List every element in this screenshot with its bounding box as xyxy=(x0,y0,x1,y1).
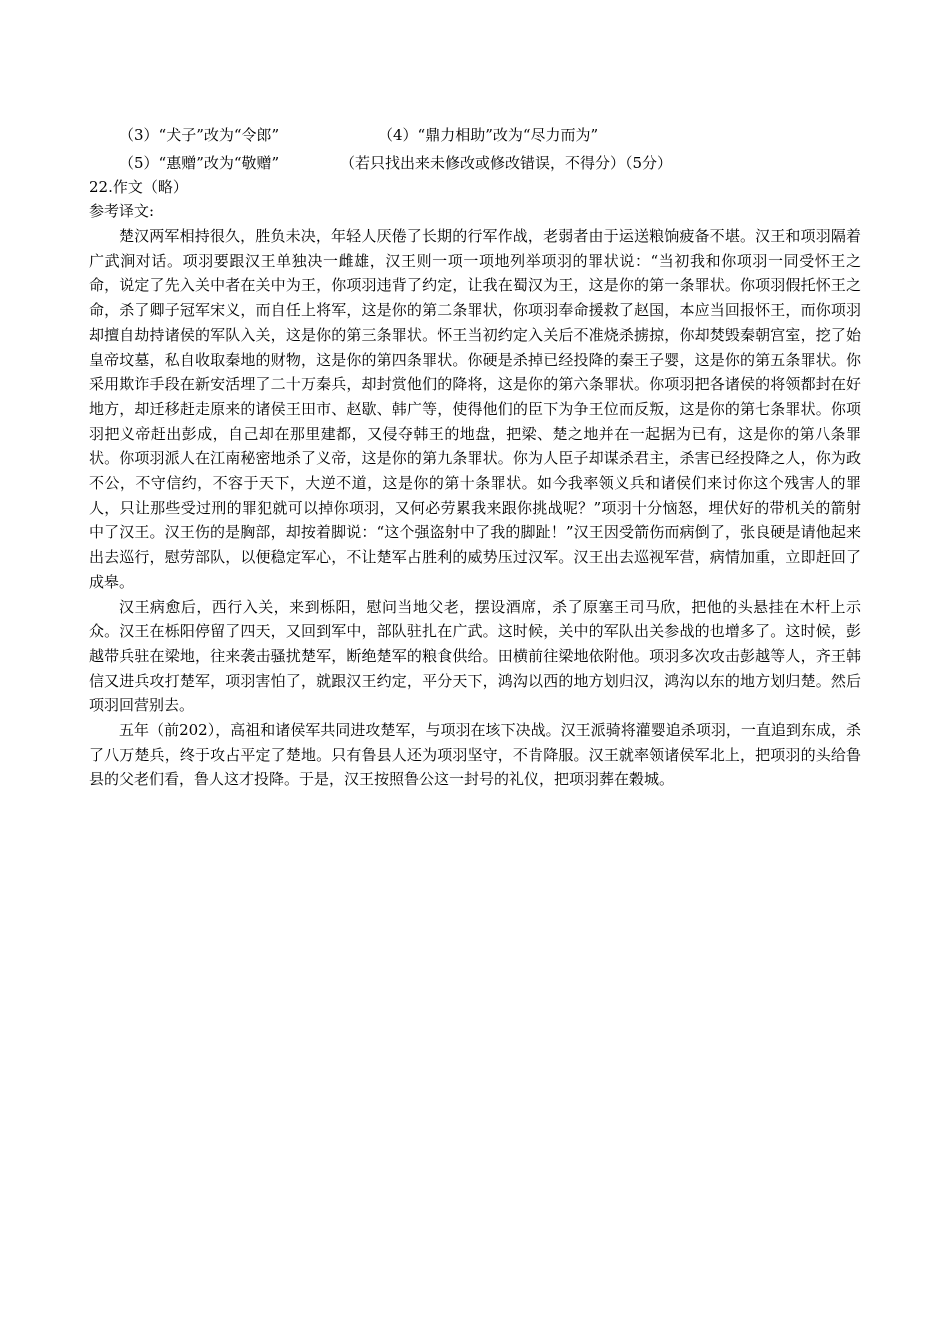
translation-paragraph-2: 汉王病愈后，西行入关，来到栎阳，慰问当地父老，摆设酒席，杀了原塞王司马欣，把他的头悬挂在木杆上示众。汉王在栎阳停留了四天，又回到军中，部队驻扎在广武。这时候，关中的军队出关参战的也增多了。这时候，彭越带兵驻在梁地，往来袭击骚扰楚军，断绝楚军的粮食供给。田横前往梁地依附他。项羽多次攻击彭越等人，齐王韩信又进兵攻打楚军，项羽害怕了，就跟汉王约定，平分天下，鸿沟以西的地方划归汉，鸿沟以东的地方划归楚。然后项羽回营别去。 xyxy=(89,597,861,715)
translation-heading: 参考译文: xyxy=(89,202,155,220)
translation-paragraph-3: 五年（前202），高祖和诸侯军共同进攻楚军，与项羽在垓下决战。汉王派骑将灌婴追杀项羽，一直追到东成，杀了八万楚兵，终于攻占平定了楚地。只有鲁县人还为项羽坚守，不肯降服。汉王就率领诸侯军北上，把项羽的头给鲁县的父老们看，鲁人这才投降。于是，汉王按照鲁公这一封号的礼仪，把项羽葬在穀城。 xyxy=(89,721,861,789)
answer-5: （5）“惠赠”改为“敬赠” xyxy=(119,154,280,172)
essay-heading: 22.作文（略） xyxy=(89,178,188,196)
answer-3: （3）“犬子”改为“令郎” xyxy=(119,126,280,144)
translation-paragraph-1: 楚汉两军相持很久，胜负未决，年轻人厌倦了长期的行军作战，老弱者由于运送粮饷疲备不堪。汉王和项羽隔着广武涧对话。项羽要跟汉王单独决一雌雄，汉王则一项一项地列举项羽的罪状说：“当初我和你项羽一同受怀王之命，说定了先入关中者在关中为王，你项羽违背了约定，让我在蜀汉为王，这是你的第一条罪状。你项羽假托怀王之命，杀了卿子冠军宋义，而自任上将军，这是你的第二条罪状，你项羽奉命援救了赵国，本应当回报怀王，而你项羽却擅自劫持诸侯的军队入关，这是你的第三条罪状。怀王当初约定入关后不准烧杀掳掠，你却焚毁秦朝宫室，挖了始皇帝坟墓，私自收取秦地的财物，这是你的第四条罪状。你硬是杀掉已经投降的秦王子婴，这是你的第五条罪状。你采用欺诈手段在新安活埋了二十万秦兵，却封赏他们的降将，这是你的第六条罪状。你项羽把各诸侯的将领都封在好地方，却迁移赶走原来的诸侯王田市、赵歇、韩广等，使得他们的臣下为争王位而反叛，这是你的第七条罪状。你项羽把义帝赶出彭成，自己却在那里建都，又侵夺韩王的地盘，把梁、楚之地并在一起据为已有，这是你的第八条罪状。你项羽派人在江南秘密地杀了义帝，这是你的第九条罪状。你为人臣子却谋杀君主，杀害已经投降之人，你为政不公，不守信约，不容于天下，大逆不道，这是你的第十条罪状。如今我率领义兵和诸侯们来讨你这个残害人的罪人，只让那些受过刑的罪犯就可以掉你项羽，又何必劳累我来跟你挑战呢？”项羽十分恼怒，埋伏好的带机关的箭射中了汉王。汉王伤的是胸部，却按着脚说：“这个强盗射中了我的脚趾！”汉王因受箭伤而病倒了，张良硬是请他起来出去巡行，慰劳部队，以便稳定军心，不让楚军占胜利的威势压过汉军。汉王出去巡视军营，病情加重，立即赶回了成皋。 xyxy=(89,227,861,591)
translation-body xyxy=(89,224,861,792)
answer-note: （若只找出来未修改或修改错误，不得分）（5分） xyxy=(340,154,673,172)
answer-4: （4）“鼎力相助”改为“尽力而为” xyxy=(378,126,599,144)
